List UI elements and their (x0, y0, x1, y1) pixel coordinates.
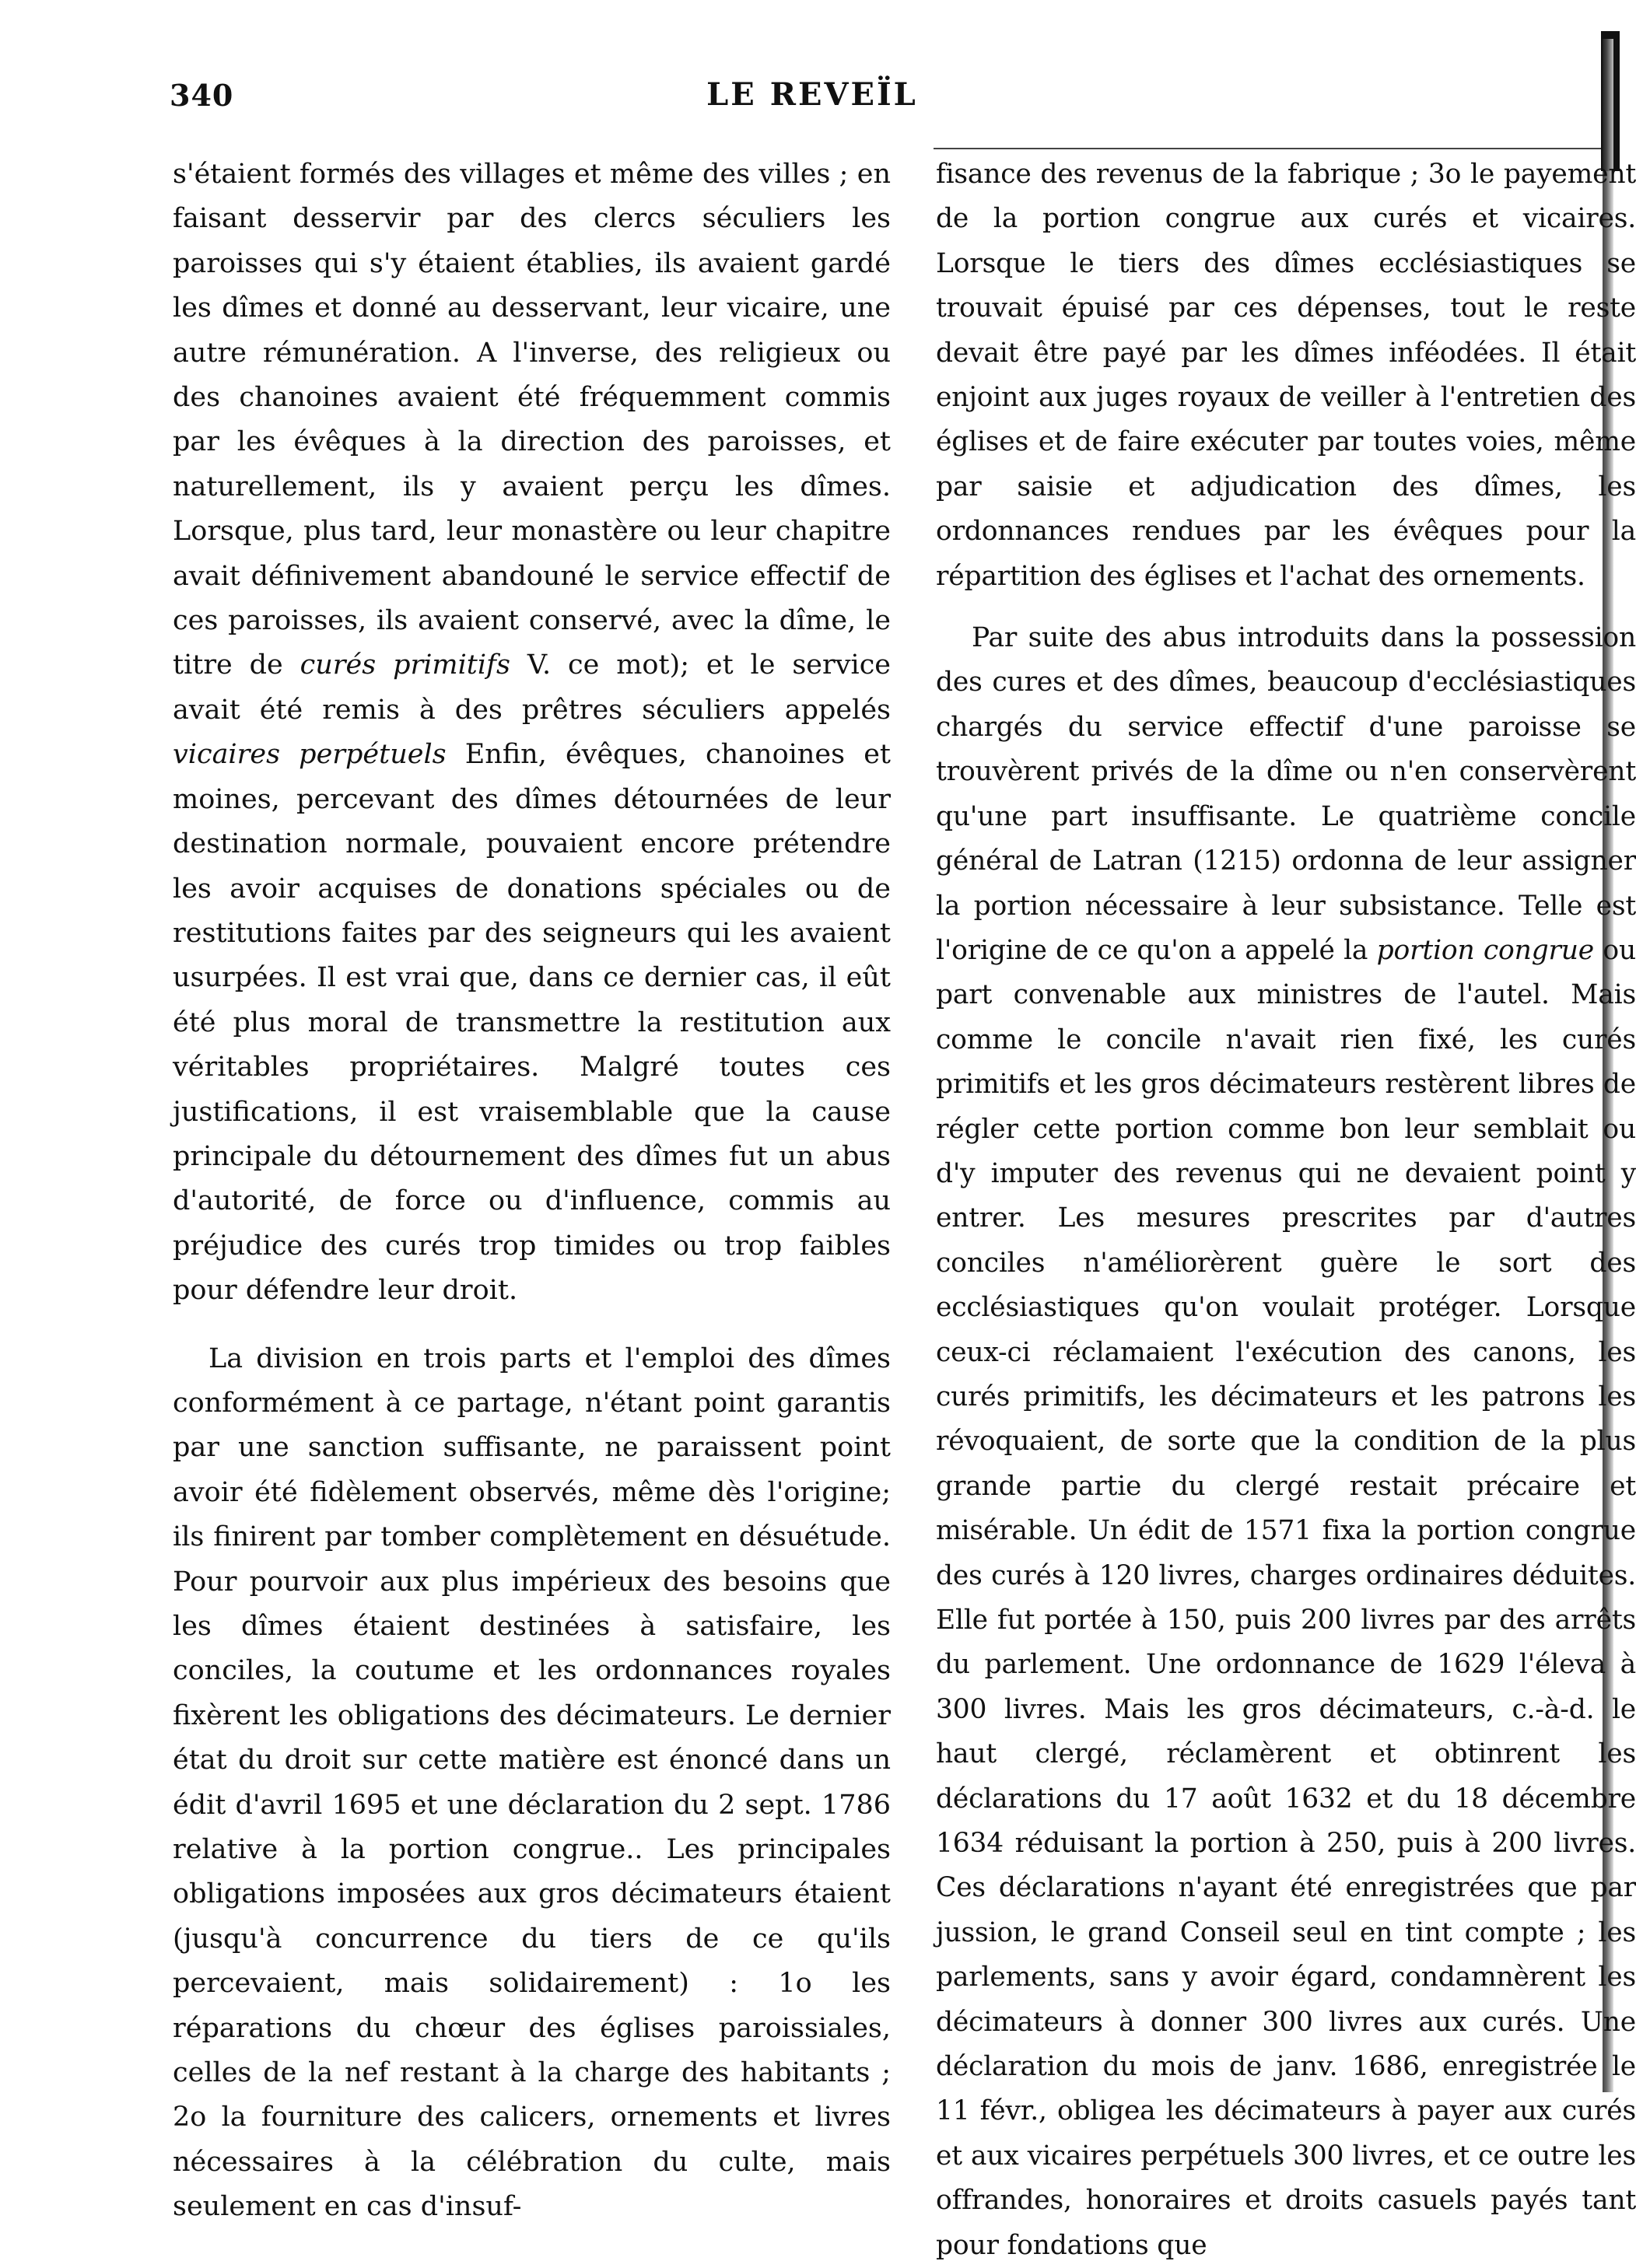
left-paragraph-2: La division en trois parts et l'emploi des dîmes conformément à ce partage, n'étant point garantis par une sanction suffisante, ne paraissent point avoir été fidèlement observés, même dès l'origine; ils finirent par tomber complètement en désuétude. Pour pourvoir aux plus impérieux des besoins que les dîmes étaient destinées à satisfaire, les conciles, la coutume et les ordonnances royales fixèrent les obligations des décimateurs. Le dernier état du droit sur cette matière est énoncé dans un édit d'avril 1695 et une déclaration du 2 sept. 1786 relative à la portion congrue.. Les principales obligations imposées aux gros décimateurs étaient (jusqu'à concurrence du tiers de ce qu'ils percevaient, mais solidairement) : 1o les réparations du chœur des églises paroissiales, celles de la nef restant à la charge des habitants ; 2o la fourniture des calicers, ornements et livres nécessaires à la célébration du culte, mais seulement en cas d'insuf- (173, 1342, 891, 2223)
right-paragraph-2 (936, 616, 1636, 2268)
left-p1-text-a: s'étaient formés des villages et même des villes ; en faisant desservir par des clercs séculiers les paroisses qui s'y étaient établies, ils avaient gardé les dîmes et donné au desservant, leur vicaire, une autre rémunération. A l'inverse, des religieux ou des chanoines avaient été fréquemment commis par les évêques à la direction des paroisses, et naturellement, ils y avaient perçu les dîmes. Lorsque, plus tard, leur monastère ou leur chapitre avait définivement abandouné le service effectif de ces paroisses, ils avaient conservé, avec la dîme, le titre de (173, 159, 891, 681)
page-number: 340 (170, 78, 234, 113)
right-p2-text-a: Par suite des abus introduits dans la possession des cures et des dîmes, beaucoup d'ecclésiastiques chargés du service effectif d'une paroisse se trouvèrent privés de la dîme ou n'en conservèrent qu'une part insuffisante. Le quatrième concile général de Latran (1215) ordonna de leur assigner la portion nécessaire à leur subsistance. Telle est l'origine de ce qu'on a appelé la (936, 622, 1636, 966)
right-p2-text-b: ou part convenable aux ministres de l'autel. Mais comme le concile n'avait rien fixé, les curés primitifs et les gros décimateurs restèrent libres de régler cette portion comme bon leur semblait ou d'y imputer des revenus qui ne devaient point y entrer. Les mesures prescrites par d'autres conciles n'améliorèrent guère le sort des ecclésiastiques qu'on voulait protéger. Lorsque ceux-ci réclamaient l'exécution des canons, les curés primitifs, les décimateurs et les patrons les révoquaient, de sorte que la condition de la plus grande partie du clergé restait précaire et misérable. Un édit de 1571 fixa la portion congrue des curés à 120 livres, charges ordinaires déduites. Elle fut portée à 150, puis 200 livres par des arrêts du parlement. Une ordonnance de 1629 l'éleva à 300 livres. Mais les gros décimateurs, c.-à-d. le haut clergé, réclamèrent et obtinrent les déclarations du 17 août 1632 et du 18 décembre 1634 réduisant la portion à 250, puis à 200 livres. Ces déclarations n'ayant été enregistrées que par jussion, le grand Conseil seul en tint compte ; les parlements, sans y avoir égard, condamnèrent les décimateurs à donner 300 livres aux curés. Une déclaration du mois de janv. 1686, enregistrée le 11 févr., obligea les décimateurs à payer aux curés et aux vicaires perpétuels 300 livres, et ce outre les offrandes, honoraires et droits casuels payés tant pour fondations que (936, 934, 1636, 2261)
right-p2-italic-portion-congrue: portion congrue (1376, 934, 1595, 966)
column-top-rule (934, 148, 1610, 149)
running-head-title: LE REVEÏL (706, 76, 918, 113)
left-p1-italic-curés-primitifs: curés primitifs (300, 649, 510, 681)
left-column (173, 152, 891, 2230)
left-p1-text-c: Enfin, évêques, chanoines et moines, percevant des dîmes détournées de leur destination normale, pouvaient encore prétendre les avoir acquises de donations spéciales ou de restitutions faites par des seigneurs qui les avaient usurpées. Il est vrai que, dans ce dernier cas, il eût été plus moral de transmettre la restitution aux véritables propriétaires. Malgré toutes ces justifications, il est vraisemblable que la cause principale du détournement des dîmes fut un abus d'autorité, de force ou d'influence, commis au préjudice des curés trop timides ou trop faibles pour défendre leur droit. (173, 739, 891, 1307)
left-paragraph-1 (173, 152, 891, 1314)
left-p1-text-b: V. ce mot); et le service avait été remis à des prêtres séculiers appelés (173, 649, 892, 726)
right-paragraph-1: fisance des revenus de la fabrique ; 3o le payement de la portion congrue aux curés et vicaires. Lorsque le tiers des dîmes ecclésiastiques se trouvait épuisé par ces dépenses, tout le reste devait être payé par les dîmes inféodées. Il était enjoint aux juges royaux de veiller à l'entretien des églises et de faire exécuter par toutes voies, même par saisie et adjudication des dîmes, les ordonnances rendues par les évêques pour la répartition des églises et l'achat des ornements. (936, 159, 1636, 592)
left-p1-italic-vicaires-perpetuels: vicaires perpétuels (173, 739, 447, 771)
right-column (936, 152, 1636, 2268)
